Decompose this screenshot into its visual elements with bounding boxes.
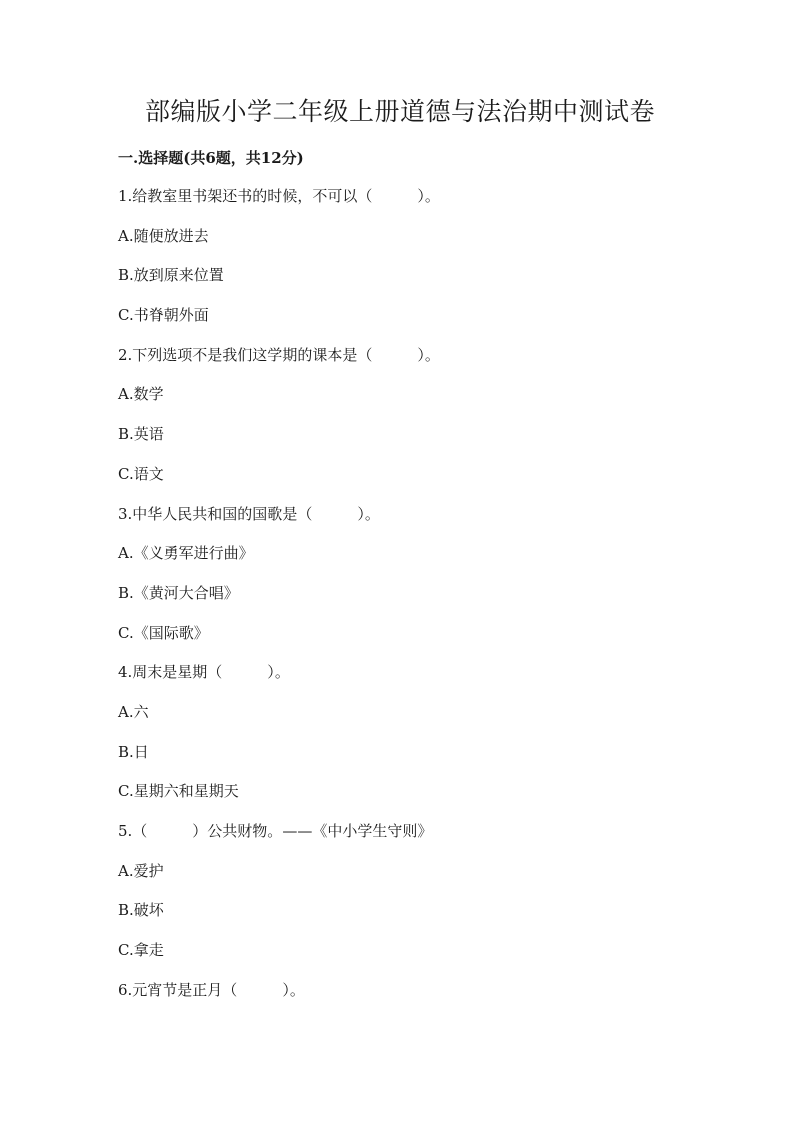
question-stem: 1.给教室里书架还书的时候，不可以（ ）。 [118, 187, 440, 205]
question-option: A.数学 [118, 385, 164, 404]
question-option: A.六 [118, 702, 149, 721]
question-stem: 5.（ ）公共财物。——《中小学生守则》 [118, 822, 433, 840]
section-heading: 一.选择题(共6题，共12分) [118, 149, 304, 167]
question-list [118, 185, 718, 1018]
question-option: C.书脊朝外面 [118, 306, 209, 325]
question-option: A.爱护 [118, 861, 164, 880]
question-option: A.《义勇军进行曲》 [118, 544, 254, 563]
question-stem: 2.下列选项不是我们这学期的课本是（ ）。 [118, 345, 440, 364]
question-option: B.英语 [118, 425, 164, 444]
question-option: C.星期六和星期天 [118, 782, 239, 801]
question-option: A.随便放进去 [118, 226, 209, 245]
question-option: B.放到原来位置 [118, 266, 224, 285]
question-stem: 4.周末是星期（ ）。 [118, 663, 290, 682]
question-option: B.破坏 [118, 901, 164, 920]
question-option: B.日 [118, 742, 149, 761]
question-option: C.拿走 [118, 941, 164, 960]
question-option: C.《国际歌》 [118, 623, 209, 642]
question-stem: 6.元宵节是正月（ ）。 [118, 980, 305, 999]
question-stem: 3.中华人民共和国的国歌是（ ）。 [118, 504, 380, 523]
page-title: 部编版小学二年级上册道德与法治期中测试卷 [144, 97, 655, 126]
question-option: C.语文 [118, 464, 164, 483]
question-option: B.《黄河大合唱》 [118, 583, 239, 602]
